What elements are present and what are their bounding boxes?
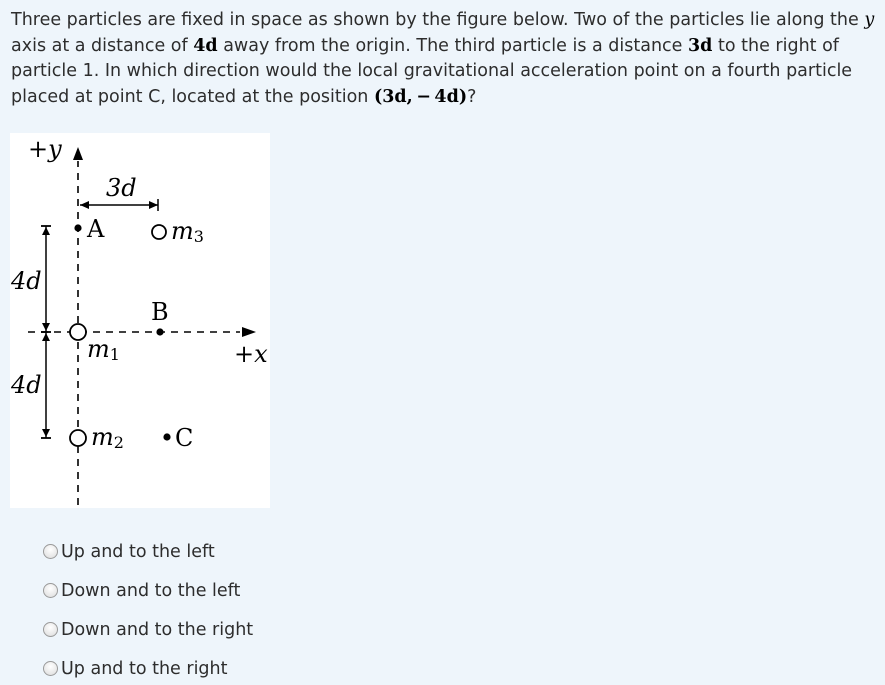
option-label: Up and to the right (61, 658, 228, 679)
point-c-coords: (3d, − 4d) (373, 86, 468, 107)
y-axis-arrow-icon (73, 147, 83, 160)
m3-label: m3 (171, 217, 204, 246)
point-b-dot (156, 328, 163, 335)
radio-circle-icon[interactable] (43, 544, 58, 559)
point-a-label: A (87, 215, 105, 243)
radio-circle-icon[interactable] (43, 583, 58, 598)
point-c-label: C (175, 424, 194, 452)
x-axis-arrow-icon (242, 327, 256, 337)
option-up-left[interactable] (43, 532, 253, 571)
answer-options (43, 532, 253, 685)
particle-m1 (70, 324, 86, 340)
point-b-label: B (151, 298, 169, 326)
dim-3d-arrow-right-icon (149, 201, 158, 209)
point-a-dot (74, 224, 81, 231)
point-c-dot (163, 433, 170, 440)
var-y: y (864, 10, 875, 30)
distance-4d: 4d (193, 35, 218, 56)
plus-y-label: +y (28, 135, 62, 163)
label-4d-bottom: 4d (11, 371, 42, 399)
option-down-right[interactable] (43, 610, 253, 649)
option-label: Down and to the right (61, 619, 254, 640)
option-up-right[interactable] (43, 649, 253, 685)
radio-circle-icon[interactable] (43, 661, 58, 676)
label-4d-top: 4d (11, 267, 42, 295)
particle-m2 (70, 430, 86, 446)
figure-diagram (10, 133, 270, 508)
option-label: Down and to the left (61, 580, 241, 601)
distance-3d: 3d (688, 35, 713, 56)
option-label: Up and to the left (61, 541, 215, 562)
dim-3d-arrow-left-icon (80, 201, 89, 209)
option-down-left[interactable] (43, 571, 253, 610)
question-text: Three particles are fixed in space as shown by the figure below. Two of the particles lie along the y axis at a distance of 4d away from the origin. The third particle is a distance 3d to the right of particle 1. In which direction would the local gravitational acceleration point on a fourth particle placed at point C, located at the position (3d, − 4d)? (11, 10, 875, 107)
label-3d: 3d (106, 174, 137, 202)
particle-figure (10, 133, 270, 508)
particle-m3 (152, 225, 166, 239)
m1-label: m1 (87, 335, 120, 364)
radio-circle-icon[interactable] (43, 622, 58, 637)
m2-label: m2 (91, 423, 124, 452)
plus-x-label: +x (234, 340, 268, 368)
